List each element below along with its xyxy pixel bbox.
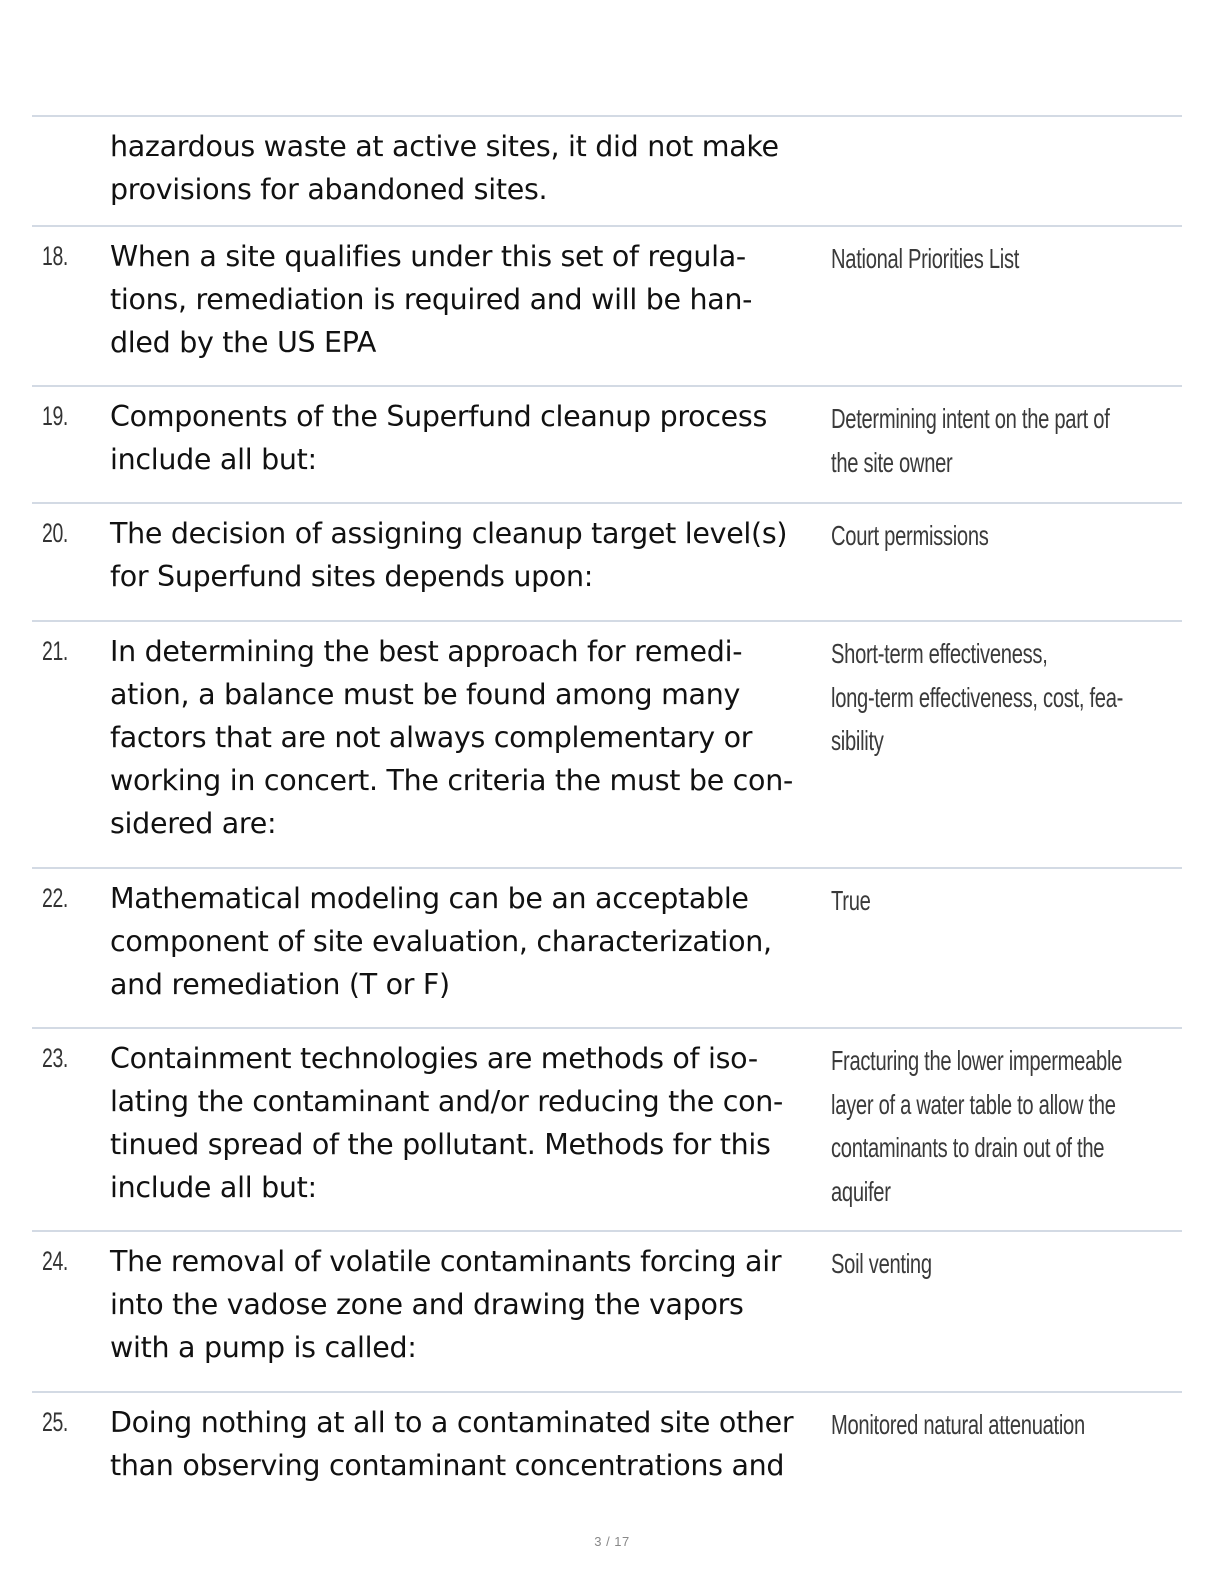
answer-line: National Priorities List [831,243,1020,274]
answer-line: Monitored natural attenuation [831,1409,1085,1440]
question-line: When a site qualifies under this set of regula- [110,240,746,273]
question-line: than observing contaminant concentrations and [110,1449,785,1482]
answer-text [831,1403,1169,1447]
row-number: 23. [42,1043,68,1073]
question-line: working in concert. The criteria the must be con- [110,764,793,797]
answer-text [831,514,1169,558]
answer-line: Court permissions [831,520,989,551]
question-line: Components of the Superfund cleanup process [110,400,768,433]
table-row [32,385,1182,502]
question-line: with a pump is called: [110,1331,417,1364]
question-line: sidered are: [110,807,277,840]
answer-line: Soil venting [831,1248,932,1279]
answer-line: long-term effectiveness, cost, fea- [831,681,1124,713]
table-row [32,1391,1182,1501]
answer-text [831,237,1169,281]
question-line: The removal of volatile contaminants forcing air [110,1245,782,1278]
question-line: dled by the US EPA [110,326,377,359]
question-line: Containment technologies are methods of iso- [110,1042,758,1075]
answer-text [831,1039,1169,1213]
question-line: include all but: [110,443,317,476]
question-line: into the vadose zone and drawing the vapors [110,1288,744,1321]
question-line: Mathematical modeling can be an acceptable [110,882,749,915]
row-number: 25. [42,1407,68,1437]
question-text [110,877,830,1006]
answer-line: Short-term effectiveness, [831,638,1048,669]
question-line: In determining the best approach for remedi- [110,635,743,668]
table-row [32,502,1182,620]
row-number: 19. [42,401,68,431]
question-line: The decision of assigning cleanup target level(s) [110,517,788,550]
question-line: ation, a balance must be found among many [110,678,741,711]
answer-line: sibility [831,725,884,756]
question-line: lating the contaminant and/or reducing the con- [110,1085,784,1118]
question-text [110,1037,830,1209]
question-line: provisions for abandoned sites. [110,173,548,206]
question-line: include all but: [110,1171,317,1204]
row-number: 21. [42,636,68,666]
answer-line: aquifer [831,1175,891,1207]
question-line: tions, remediation is required and will be han- [110,283,753,316]
row-number: 18. [42,241,68,271]
answer-line: True [831,885,871,916]
table-row [32,115,1182,225]
answer-text [831,397,1169,484]
question-line: for Superfund sites depends upon: [110,560,594,593]
question-line: factors that are not always complementary or [110,721,753,754]
table-row [32,225,1182,385]
answer-line: contaminants to drain out of the [831,1132,1105,1163]
answer-text [831,632,1169,763]
answer-text [831,879,1169,923]
flashcard-table [32,115,1182,1501]
question-text [110,235,830,364]
answer-text [831,1242,1169,1286]
table-row [32,620,1182,867]
table-row [32,867,1182,1027]
question-text [110,1240,830,1369]
question-line: component of site evaluation, characterization, [110,925,772,958]
table-row [32,1230,1182,1391]
page-indicator: 3 / 17 [594,1534,630,1549]
answer-line: Fracturing the lower impermeable [831,1045,1123,1076]
question-text [110,512,830,598]
question-text [110,1401,830,1487]
question-line: hazardous waste at active sites, it did not make [110,130,779,163]
answer-line: layer of a water table to allow the [831,1088,1116,1120]
row-number: 20. [42,518,68,548]
row-number: 24. [42,1246,68,1276]
question-text [110,395,830,481]
question-text [110,125,830,211]
question-line: Doing nothing at all to a contaminated site other [110,1406,794,1439]
question-line: tinued spread of the pollutant. Methods for this [110,1128,771,1161]
row-number: 22. [42,883,68,913]
question-text [110,630,830,845]
answer-line: Determining intent on the part of [831,403,1110,434]
table-row [32,1027,1182,1230]
answer-line: the site owner [831,446,953,478]
question-line: and remediation (T or F) [110,968,450,1001]
